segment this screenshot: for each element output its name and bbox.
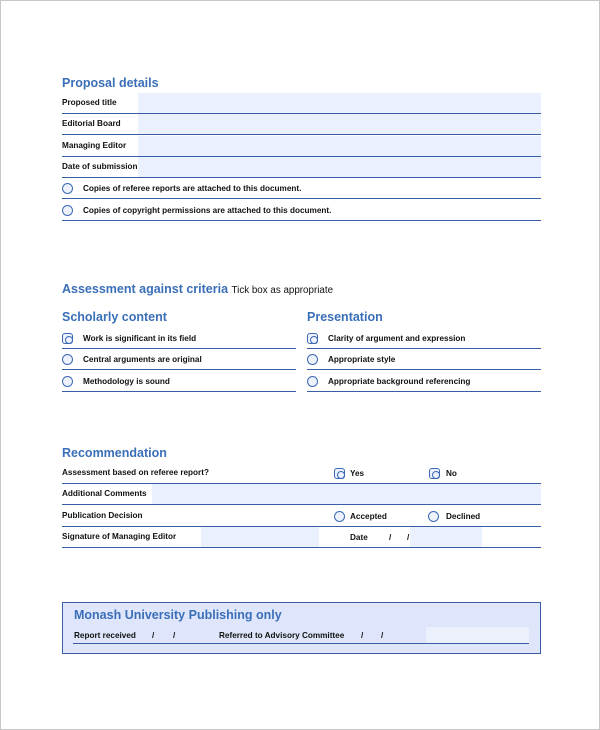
scholarly-item-2: Central arguments are original [83,355,202,364]
declined-radio[interactable] [428,511,439,522]
referred-label: Referred to Advisory Committee [219,631,345,640]
recommendation-heading: Recommendation [62,446,167,460]
presentation-item-2: Appropriate style [328,355,396,364]
editorial-board-row [62,114,541,135]
scholarly-radio-2[interactable] [62,354,73,365]
scholarly-heading: Scholarly content [62,310,167,324]
report-sep-2: / [173,631,176,640]
presentation-row-2 [307,349,541,370]
yes-label: Yes [350,469,365,478]
decision-label: Publication Decision [62,511,143,520]
presentation-heading: Presentation [307,310,383,324]
date-submission-field[interactable] [138,157,541,177]
presentation-row-3 [307,371,541,392]
signature-row [62,527,541,548]
managing-editor-label: Managing Editor [62,141,127,150]
presentation-checkbox-1[interactable] [307,333,318,344]
presentation-item-1: Clarity of argument and expression [328,334,466,343]
assessment-title: Assessment against criteria [62,282,229,296]
referee-reports-row [62,178,541,199]
referee-reports-label: Copies of referee reports are attached to this document. [83,184,302,193]
scholarly-radio-3[interactable] [62,376,73,387]
referred-date-field[interactable] [426,627,529,643]
date-separator-2: / [407,533,410,542]
editorial-board-label: Editorial Board [62,119,121,128]
accepted-radio[interactable] [334,511,345,522]
yes-checkbox[interactable] [334,468,345,479]
presentation-radio-2[interactable] [307,354,318,365]
scholarly-item-3: Methodology is sound [83,377,170,386]
comments-field[interactable] [152,484,541,504]
signature-label: Signature of Managing Editor [62,532,177,541]
comments-label: Additional Comments [62,489,147,498]
referee-assessment-label: Assessment based on referee report? [62,468,209,477]
date-separator-1: / [389,533,392,542]
referred-sep-2: / [381,631,384,640]
no-label: No [446,469,457,478]
no-checkbox[interactable] [429,468,440,479]
referred-sep-1: / [361,631,364,640]
monash-office-box [62,602,541,654]
scholarly-checkbox-1[interactable] [62,333,73,344]
monash-underline [73,643,529,644]
decision-row [62,506,541,527]
signature-field[interactable] [201,527,319,547]
copyright-label: Copies of copyright permissions are attached to this document. [83,206,332,215]
date-submission-row [62,157,541,178]
proposed-title-label: Proposed title [62,98,117,107]
date-submission-label: Date of submission [62,162,138,171]
copyright-row [62,200,541,221]
assessment-subtitle: Tick box as appropriate [231,285,334,296]
referee-assessment-row [62,463,541,484]
assessment-heading [62,282,333,296]
scholarly-row-2 [62,349,296,370]
report-sep-1: / [152,631,155,640]
comments-row [62,484,541,505]
presentation-row-1 [307,328,541,349]
date-label: Date [350,533,368,542]
proposed-title-field[interactable] [138,93,541,113]
presentation-radio-3[interactable] [307,376,318,387]
referee-reports-radio[interactable] [62,183,73,194]
monash-heading: Monash University Publishing only [74,608,282,622]
scholarly-row-1 [62,328,296,349]
declined-label: Declined [446,512,481,521]
scholarly-item-1: Work is significant in its field [83,334,197,343]
report-received-label: Report received [74,631,136,640]
managing-editor-field[interactable] [138,136,541,156]
managing-editor-row [62,136,541,157]
proposal-heading: Proposal details [62,76,159,90]
scholarly-row-3 [62,371,296,392]
proposed-title-row [62,93,541,114]
accepted-label: Accepted [350,512,387,521]
copyright-radio[interactable] [62,205,73,216]
date-field[interactable] [410,527,482,547]
presentation-item-3: Appropriate background referencing [328,377,471,386]
editorial-board-field[interactable] [138,114,541,134]
